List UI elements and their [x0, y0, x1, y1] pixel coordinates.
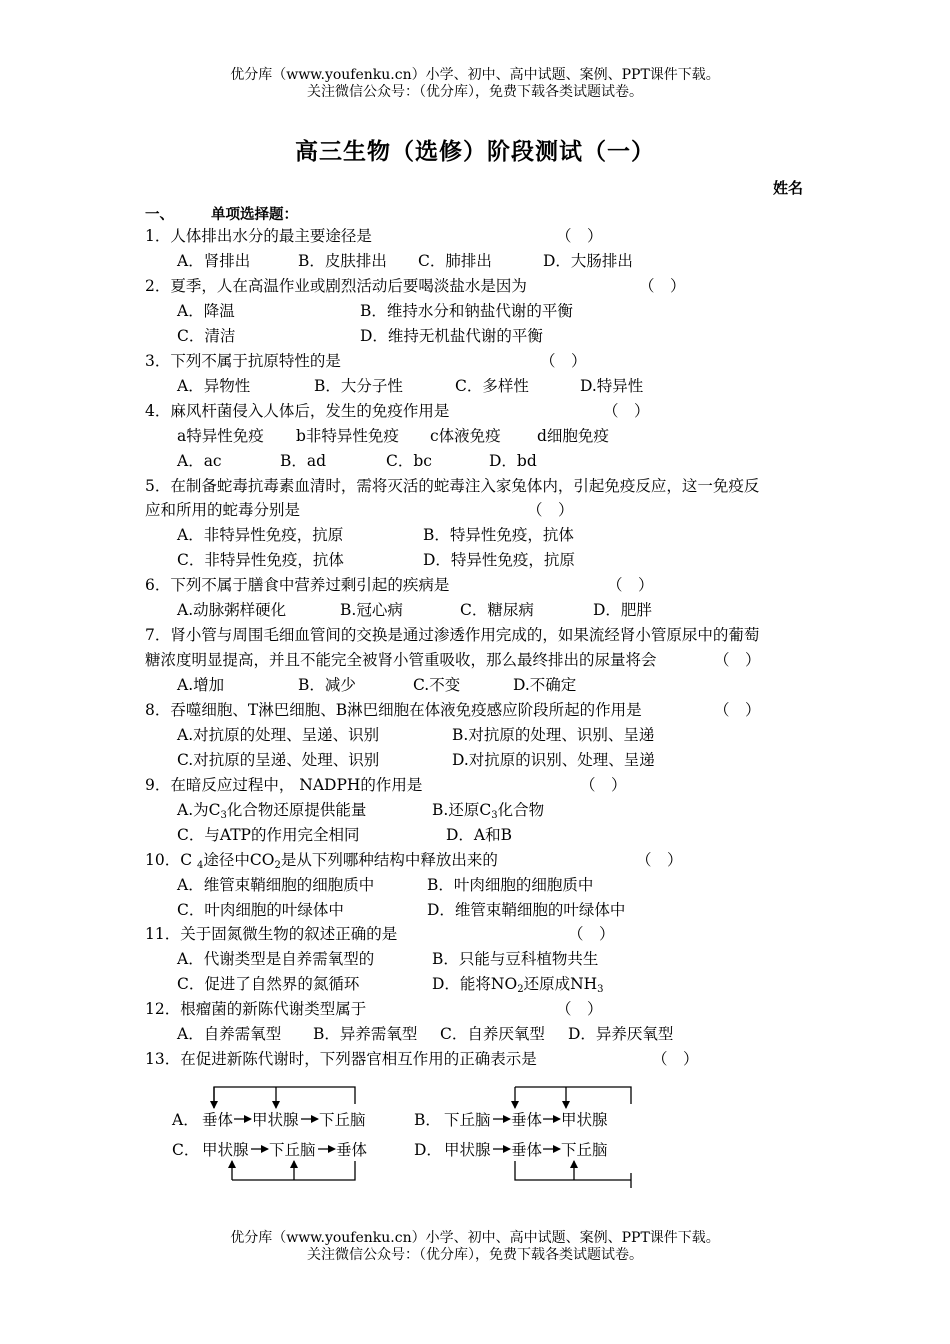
- q5-stem-line-1: 5．在制备蛇毒抗毒素血清时，需将灭活的蛇毒注入家兔体内，引起免疫反应，这一免疫反: [145, 477, 760, 495]
- q11-option-d: [432, 974, 604, 994]
- q13-stem: 13．在促进新陈代谢时，下列器官相互作用的正确表示是: [145, 1050, 537, 1068]
- q1-option-b: B．皮肤排出: [298, 252, 387, 270]
- q8-answer-paren: （ ）: [714, 701, 761, 719]
- q9-answer-paren: （ ）: [580, 776, 627, 794]
- q10-option-d: D．维管束鞘细胞的叶绿体中: [427, 901, 626, 919]
- q3-option-d: D.特异性: [580, 377, 644, 395]
- q4-item-c: c体液免疫: [430, 427, 501, 445]
- q7-option-b: B．减少: [298, 676, 356, 694]
- q8-option-a: A.对抗原的处理、呈递、识别: [177, 726, 380, 744]
- section-number: 一、: [145, 206, 174, 223]
- q12-answer-paren: （ ）: [556, 1000, 603, 1018]
- q7-answer-paren: （ ）: [714, 651, 761, 669]
- q13-answer-paren: （ ）: [652, 1050, 699, 1068]
- q13-option-a-node-2: 甲状腺: [252, 1111, 299, 1129]
- q13-option-a-node-3: 下丘脑: [319, 1111, 366, 1129]
- q10-stem-text-end: 是从下列哪种结构中释放出来的: [280, 851, 498, 869]
- q9-option-a-text-end: 化合物还原提供能量: [226, 801, 367, 819]
- q13-option-c-node-2: 下丘脑: [269, 1141, 316, 1159]
- q11-option-a: A．代谢类型是自养需氧型的: [177, 950, 375, 968]
- q8-option-b: B.对抗原的处理、识别、呈递: [452, 726, 655, 744]
- section-label: 单项选择题：: [211, 206, 298, 223]
- q1-option-a: A．肾排出: [177, 252, 251, 270]
- q11-option-b: B．只能与豆科植物共生: [432, 950, 599, 968]
- q5-option-a: A．非特异性免疫，抗原: [177, 526, 344, 544]
- q5-answer-paren: （ ）: [527, 501, 574, 519]
- q5-option-d: D．特异性免疫，抗原: [423, 551, 575, 569]
- q12-option-b: B．异养需氧型: [313, 1025, 418, 1043]
- q9-option-c: C．与ATP的作用完全相同: [177, 826, 360, 844]
- q3-option-b: B．大分子性: [314, 377, 403, 395]
- q3-answer-paren: （ ）: [540, 352, 587, 370]
- q1-answer-paren: （ ）: [556, 227, 603, 245]
- q4-option-c: C．bc: [386, 452, 432, 470]
- q4-item-b: b非特异性免疫: [296, 427, 399, 445]
- q13-option-d-node-3: 下丘脑: [561, 1141, 608, 1159]
- footer-line-1: 优分库（www.youfenku.cn）小学、初中、高中试题、案例、PPT课件下载。: [230, 1230, 720, 1246]
- q13-option-b-node-1: 下丘脑: [444, 1111, 491, 1129]
- q7-stem-line-1: 7．肾小管与周围毛细血管间的交换是通过渗透作用完成的，如果流经肾小管原尿中的葡萄: [145, 626, 760, 644]
- q11-option-d-text: D．能将NO: [432, 975, 518, 993]
- q13-option-d-node-1: 甲状腺: [444, 1141, 491, 1159]
- q4-option-d: D．bd: [489, 452, 537, 470]
- section-heading: [145, 203, 298, 224]
- q3-option-a: A．异物性: [177, 377, 251, 395]
- q6-option-a: A.动脉粥样硬化: [177, 601, 287, 619]
- q2-answer-paren: （ ）: [639, 277, 686, 295]
- q13-option-b-node-2: 垂体: [511, 1111, 543, 1129]
- q10-option-b: B．叶肉细胞的细胞质中: [427, 876, 594, 894]
- q9-option-b: [432, 800, 544, 820]
- q13-option-b-letter: B．: [414, 1111, 441, 1129]
- q13-c-bracket: [232, 1161, 355, 1180]
- q3-stem: 3．下列不属于抗原特性的是: [145, 352, 341, 370]
- q8-stem: 8．吞噬细胞、T淋巴细胞、B淋巴细胞在体液免疫感应阶段所起的作用是: [145, 701, 642, 719]
- q2-stem: 2．夏季，人在高温作业或剧烈活动后要喝淡盐水是因为: [145, 277, 527, 295]
- q10-stem: [145, 850, 498, 870]
- q13-option-b-node-3: 甲状腺: [561, 1111, 608, 1129]
- q10-stem-subscript-1: 4: [197, 860, 204, 871]
- q1-stem: 1．人体排出水分的最主要途径是: [145, 227, 372, 245]
- q13-option-a-letter: A．: [172, 1111, 199, 1129]
- q1-option-d: D．大肠排出: [543, 252, 633, 270]
- q12-option-d: D．异养厌氧型: [568, 1025, 674, 1043]
- q7-option-c: C.不变: [413, 676, 461, 694]
- q6-option-c: C．糖尿病: [460, 601, 534, 619]
- q11-answer-paren: （ ）: [568, 925, 615, 943]
- q9-option-d: D．A和B: [446, 826, 513, 844]
- q11-option-d-subscript-1: 2: [517, 984, 524, 995]
- q7-option-a: A.增加: [177, 676, 225, 694]
- q13-d-bracket: [515, 1161, 631, 1180]
- q7-stem-line-2: 糖浓度明显提高，并且不能完全被肾小管重吸收，那么最终排出的尿量将会: [145, 651, 657, 669]
- q3-option-c: C．多样性: [455, 377, 529, 395]
- q4-item-d: d细胞免疫: [537, 427, 609, 445]
- q11-option-d-subscript-2: 3: [597, 984, 604, 995]
- q13-option-d-node-2: 垂体: [511, 1141, 543, 1159]
- q11-option-c: C．促进了自然界的氮循环: [177, 975, 360, 993]
- q13-a-bracket: [214, 1087, 355, 1108]
- q4-stem: 4．麻风杆菌侵入人体后，发生的免疫作用是: [145, 402, 450, 420]
- q4-item-a: a特异性免疫: [177, 427, 264, 445]
- q4-answer-paren: （ ）: [603, 402, 650, 420]
- q11-stem: 11．关于固氮微生物的叙述正确的是: [145, 925, 398, 943]
- name-label: 姓名: [773, 179, 804, 197]
- q2-option-c: C．清洁: [177, 327, 236, 345]
- page-title: 高三生物（选修）阶段测试（一）: [295, 138, 655, 165]
- q2-option-b: B．维持水分和钠盐代谢的平衡: [360, 302, 573, 320]
- q9-option-a: [177, 800, 366, 820]
- q13-option-c-letter: C．: [172, 1141, 200, 1159]
- q1-option-c: C．肺排出: [418, 252, 492, 270]
- q6-option-d: D．肥胖: [593, 601, 652, 619]
- q13-b-bracket: [515, 1087, 631, 1104]
- q4-option-a: A．ac: [177, 452, 222, 470]
- footer-banner: [0, 1230, 950, 1264]
- q12-option-c: C．自养厌氧型: [440, 1025, 545, 1043]
- q9-option-a-subscript: 3: [220, 810, 227, 821]
- q9-option-b-text-end: 化合物: [497, 801, 545, 819]
- q9-option-b-subscript: 3: [491, 810, 498, 821]
- q9-option-b-text: B.还原C: [432, 801, 492, 819]
- q5-stem-line-2: 应和所用的蛇毒分别是: [145, 501, 301, 519]
- q13-option-d-letter: D．: [414, 1141, 442, 1159]
- q4-option-b: B．ad: [280, 452, 327, 470]
- q6-stem: 6．下列不属于膳食中营养过剩引起的疾病是: [145, 576, 450, 594]
- banner-line-2: 关注微信公众号：（优分库），免费下载各类试题试卷。: [307, 84, 643, 100]
- q5-option-b: B．特异性免疫，抗体: [423, 526, 574, 544]
- q13-option-c-node-3: 垂体: [336, 1141, 368, 1159]
- q6-answer-paren: （ ）: [607, 576, 654, 594]
- q6-option-b: B.冠心病: [340, 601, 403, 619]
- q2-option-a: A．降温: [177, 302, 235, 320]
- header-banner: [0, 67, 950, 101]
- q8-option-c: C.对抗原的呈递、处理、识别: [177, 751, 380, 769]
- q5-option-c: C．非特异性免疫，抗体: [177, 551, 344, 569]
- q8-option-d: D.对抗原的识别、处理、呈递: [452, 751, 655, 769]
- q7-option-d: D.不确定: [513, 676, 577, 694]
- q10-option-c: C．叶肉细胞的叶绿体中: [177, 901, 344, 919]
- q12-stem: 12．根瘤菌的新陈代谢类型属于: [145, 1000, 367, 1018]
- q12-option-a: A．自养需氧型: [177, 1025, 282, 1043]
- q13-option-a-node-1: 垂体: [202, 1111, 234, 1129]
- q2-option-d: D．维持无机盐代谢的平衡: [360, 327, 543, 345]
- q13-option-c-node-1: 甲状腺: [202, 1141, 249, 1159]
- q9-stem: 9．在暗反应过程中， NADPH的作用是: [145, 776, 423, 794]
- q9-option-a-text: A.为C: [177, 801, 221, 819]
- q10-answer-paren: （ ）: [636, 851, 683, 869]
- q10-option-a: A．维管束鞘细胞的细胞质中: [177, 876, 375, 894]
- q10-stem-subscript-2: 2: [274, 860, 281, 871]
- banner-line-1: 优分库（www.youfenku.cn）小学、初中、高中试题、案例、PPT课件下载。: [230, 67, 720, 83]
- q10-stem-text: 10．C: [145, 851, 198, 869]
- q10-stem-text-mid: 途径中CO: [203, 851, 275, 869]
- q11-option-d-text-mid: 还原成NH: [523, 975, 598, 993]
- footer-line-2: 关注微信公众号：（优分库），免费下载各类试题试卷。: [307, 1247, 643, 1263]
